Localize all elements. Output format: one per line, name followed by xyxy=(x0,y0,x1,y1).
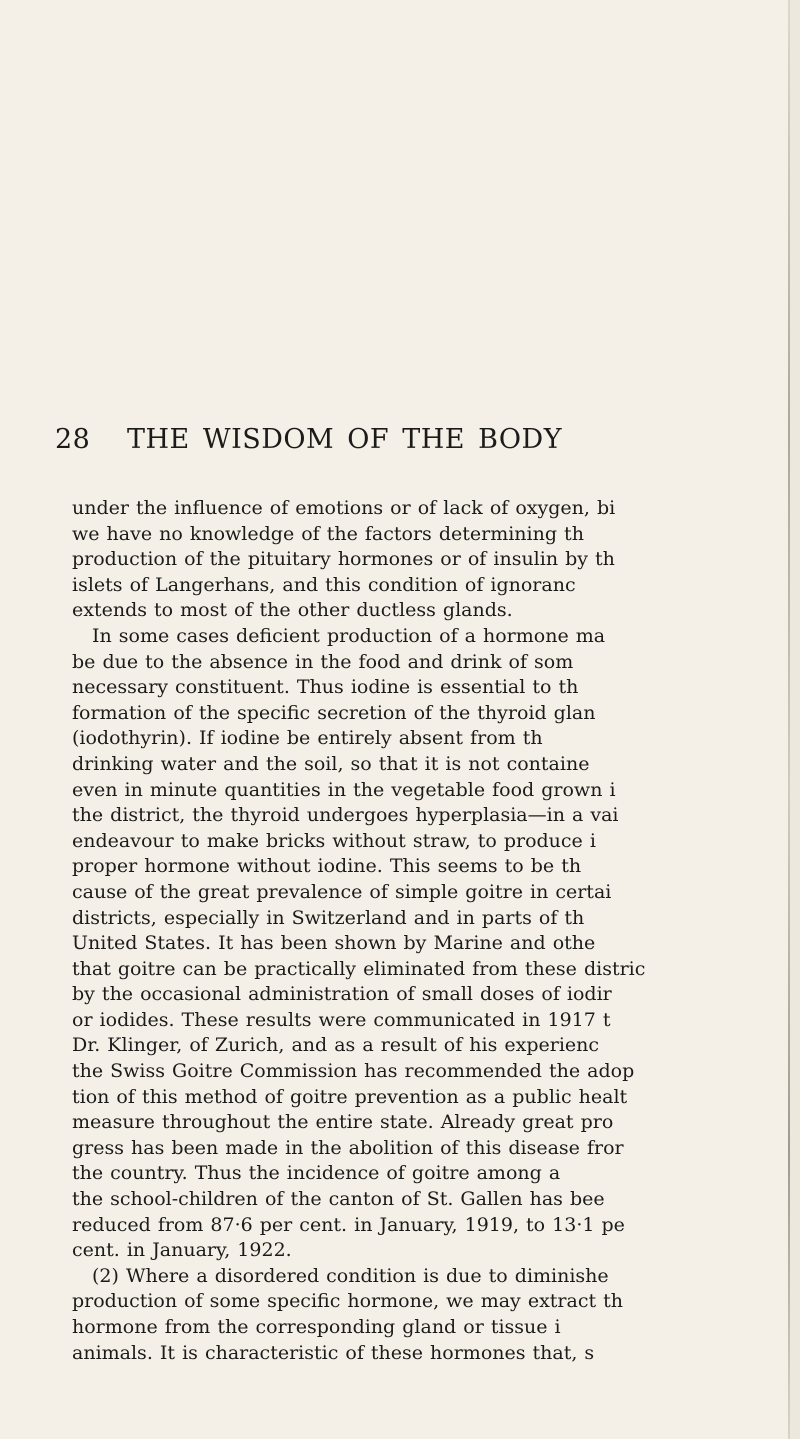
text-line: or iodides. These results were communicated in 1917 t xyxy=(72,1008,611,1031)
page-margin-shadow xyxy=(790,0,800,1439)
page-number: 28 xyxy=(55,424,91,455)
text-line: production of some specific hormone, we may extract th xyxy=(72,1290,624,1313)
text-line: necessary constituent. Thus iodine is essential to th xyxy=(72,676,579,699)
text-line: production of the pituitary hormones or of insulin by th xyxy=(72,548,615,571)
text-line: (iodothyrin). If iodine be entirely absent from th xyxy=(72,727,543,750)
text-line: formation of the specific secretion of the thyroid glan xyxy=(72,701,596,724)
text-line: cent. in January, 1922. xyxy=(72,1239,292,1262)
text-line: districts, especially in Switzerland and in parts of th xyxy=(72,906,585,929)
text-line: drinking water and the soil, so that it is not containe xyxy=(72,752,590,775)
text-line: even in minute quantities in the vegetable food grown i xyxy=(72,778,616,801)
text-line: cause of the great prevalence of simple goitre in certai xyxy=(72,880,612,903)
paragraph-first-line: (2) Where a disordered condition is due to diminishe xyxy=(92,1264,609,1287)
text-line: that goitre can be practically eliminated from these distric xyxy=(72,957,646,980)
text-line: United States. It has been shown by Marine and othe xyxy=(72,932,596,955)
page-binding-edge xyxy=(788,0,790,1439)
text-line: we have no knowledge of the factors determining th xyxy=(72,522,584,545)
text-line: islets of Langerhans, and this condition of ignoranc xyxy=(72,573,576,596)
text-line: proper hormone without iodine. This seems to be th xyxy=(72,855,582,878)
text-line: the Swiss Goitre Commission has recommended the adop xyxy=(72,1060,635,1083)
text-line: the district, the thyroid undergoes hyperplasia—in a vai xyxy=(72,804,619,827)
text-line: the school-children of the canton of St. Gallen has bee xyxy=(72,1188,605,1211)
text-line: tion of this method of goitre prevention as a public healt xyxy=(72,1085,628,1108)
text-line: by the occasional administration of small doses of iodir xyxy=(72,983,612,1006)
text-line: extends to most of the other ductless glands. xyxy=(72,599,513,622)
text-line: the country. Thus the incidence of goitre among a xyxy=(72,1162,561,1185)
text-line: gress has been made in the abolition of this disease fror xyxy=(72,1136,624,1159)
text-line: Dr. Klinger, of Zurich, and as a result of his experienc xyxy=(72,1034,600,1057)
text-line: endeavour to make bricks without straw, to produce i xyxy=(72,829,596,852)
text-line: reduced from 87·6 per cent. in January, 1919, to 13·1 pe xyxy=(72,1213,625,1236)
text-line: animals. It is characteristic of these hormones that, s xyxy=(72,1341,595,1364)
running-head xyxy=(55,424,785,472)
body-text xyxy=(72,496,780,1364)
text-line: hormone from the corresponding gland or tissue i xyxy=(72,1316,561,1338)
text-line: be due to the absence in the food and drink of som xyxy=(72,650,574,673)
running-title: THE WISDOM OF THE BODY xyxy=(127,424,563,455)
text-line: measure throughout the entire state. Already great pro xyxy=(72,1111,614,1134)
text-line: under the influence of emotions or of lack of oxygen, bi xyxy=(72,497,616,519)
paragraph-first-line: In some cases deficient production of a hormone ma xyxy=(92,624,606,647)
